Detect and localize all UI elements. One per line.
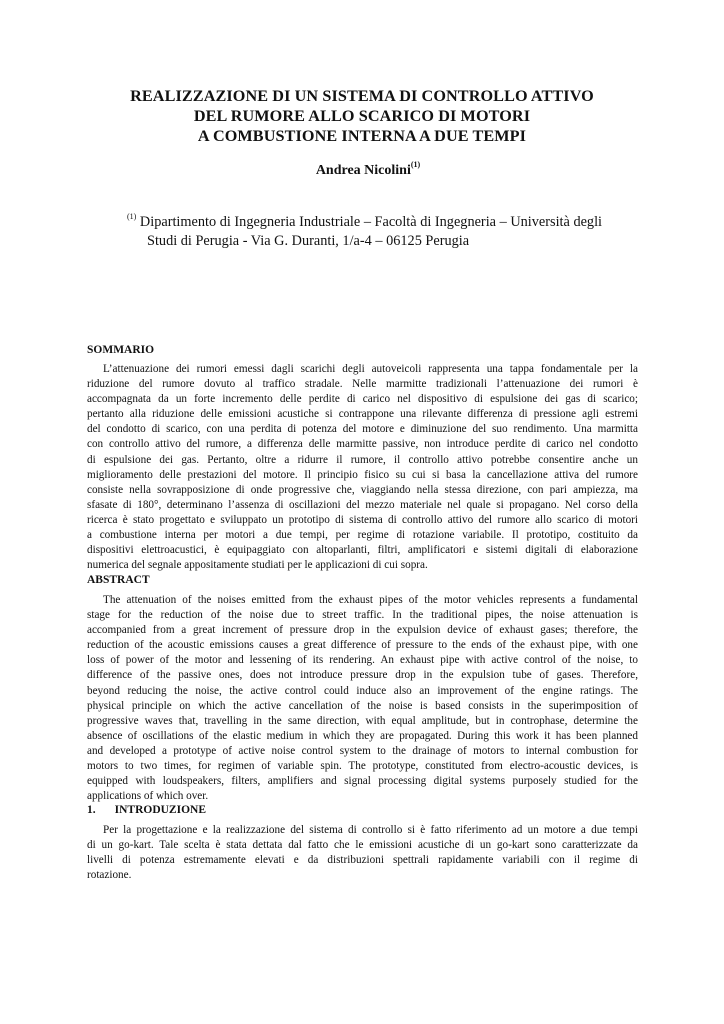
text-line: del condotto di scarico, con una perdita di potenza del motore e diminuzione del suo rendimento. Una marmitta — [87, 423, 638, 436]
affiliation-mark: (1) — [127, 212, 137, 221]
title-line: REALIZZAZIONE DI UN SISTEMA DI CONTROLLO ATTIVO — [130, 87, 594, 105]
affiliation-text-1: Dipartimento di Ingegneria Industriale – Facoltà di Ingegneria – Università degli — [139, 214, 603, 230]
sommario-body — [87, 362, 638, 573]
text-line: difference of the passive ones, does not introduce pressure drop in the expulsion tube of gases. Therefore, — [87, 669, 638, 682]
author-affiliation-mark: (1) — [410, 160, 421, 169]
text-line: di un go-kart. Tale scelta è stata dettata dal fatto che le emissioni acustiche di un go-kart sono caratterizzate da — [87, 839, 638, 852]
text-line: equipped with loudspeakers, filters, amplifiers and signal processing digital systems purposely studied for the — [87, 775, 638, 788]
abstract-body — [87, 593, 638, 804]
text-line: miglioramento delle prestazioni del motore. Il principio fisico su cui si basa la cancellazione attiva del rumore — [87, 468, 638, 481]
text-line: livelli di potenza estremamente elevati e da distribuzioni spettrali rapidamente variabili con il regime di — [87, 854, 638, 867]
affiliation — [127, 213, 647, 251]
affiliation-line-1 — [127, 213, 647, 232]
text-line: applications of which over. — [87, 790, 209, 803]
title-line: DEL RUMORE ALLO SCARICO DI MOTORI — [193, 107, 531, 125]
introduzione-heading — [87, 803, 206, 817]
text-line: beyond reducing the noise, the active control could induce also an improvement of the engine ratings. The — [87, 684, 638, 697]
text-line: con controllo attivo del rumore, a differenza delle marmitte passive, non introduce perdite di carico nel condotto — [87, 438, 638, 451]
text-line: reduction of the acoustic emissions causes a great difference of pressure to the ends of the exhaust pipe, with one — [87, 639, 638, 652]
text-line: motors to two times, for regimen of variable spin. The prototype, constituted from electro-acoustic devices, is — [87, 760, 638, 773]
text-line: accompanied from a great increment of pressure drop in the expulsion device of exhaust gases; therefore, the — [87, 624, 638, 637]
introduzione-body — [87, 823, 638, 883]
text-line: pertanto alla riduzione delle emissioni acustiche si contrappone una rilevante differenza di pressione agli estremi — [87, 408, 638, 421]
title-line: A COMBUSTIONE INTERNA A DUE TEMPI — [197, 127, 527, 145]
text-line: ricerca è stato progettato e sviluppato un prototipo di sistema di controllo attivo del rumore allo scarico di motori — [87, 513, 638, 526]
text-line: loss of power of the motor and lessening of its rendering. An exhaust pipe with active control of the noise, to — [87, 654, 638, 667]
section-title: INTRODUZIONE — [114, 804, 207, 816]
text-line: absence of oscillations of the elastic medium in which they are propagated. During this work it has been planned — [87, 729, 638, 742]
text-line: accompagnata da un forte incremento delle perdite di carico nel dispositivo di espulsione dei gas di scarico; — [87, 393, 638, 406]
author-line — [0, 162, 724, 180]
text-line: di espulsione dei gas. Pertanto, oltre a ridurre il rumore, il controllo attivo potrebbe consentire anche un — [87, 453, 638, 466]
section-number: 1. — [87, 804, 96, 816]
text-line: L’attenuazione dei rumori emessi dagli scarichi degli autoveicoli rappresenta una tappa fondamentale per la — [103, 363, 638, 375]
abstract-heading: ABSTRACT — [87, 574, 150, 586]
text-line: numerica del segnale appositamente studiati per le applicazioni di cui sopra. — [87, 559, 428, 572]
affiliation-line-2: Studi di Perugia - Via G. Duranti, 1/a-4 – 06125 Perugia — [147, 233, 470, 249]
text-line: stage for the reduction of the noise due to street traffic. In the traditional pipes, the noise attenuation is — [87, 609, 638, 622]
author-name: Andrea Nicolini — [315, 163, 411, 178]
text-line: consiste nella sovrapposizione di onde progressive che, viaggiando nella stessa direzione, con pari ampiezza, ma — [87, 483, 638, 496]
text-line: a combustione interna per motori a due tempi, per regime di rotazione variabile. Il prototipo, costituito da — [87, 529, 638, 542]
text-line: and developed a prototype of active noise control system to the drainage of motors to internal combustion for — [87, 744, 638, 757]
paper-title — [60, 86, 664, 146]
text-line: sfasate di 180°, determinano l’assenza di oscillazioni del mezzo materiale nel quale si propagano. Nel corso della — [87, 498, 638, 511]
text-line: physical principle on which the active cancellation of the noise is based consists in the superimposition of — [87, 699, 638, 712]
text-line: progressive waves that, travelling in the same direction, with equal amplitude, but in controphase, determine the — [87, 714, 638, 727]
text-line: riduzione del rumore dovuto al traffico stradale. Nelle marmitte tradizionali l’attenuazione dei rumori è — [87, 378, 638, 391]
sommario-heading: SOMMARIO — [87, 344, 155, 356]
text-line: Per la progettazione e la realizzazione del sistema di controllo si è fatto riferimento ad un motore a due tempi — [103, 824, 638, 836]
text-line: dispositivi elettroacustici, è equipaggiato con altoparlanti, filtri, amplificatori e sistemi digitali di elaborazione — [87, 544, 638, 557]
text-line: The attenuation of the noises emitted from the exhaust pipes of the motor vehicles represents a fundamental — [103, 594, 638, 606]
text-line: rotazione. — [87, 869, 132, 882]
